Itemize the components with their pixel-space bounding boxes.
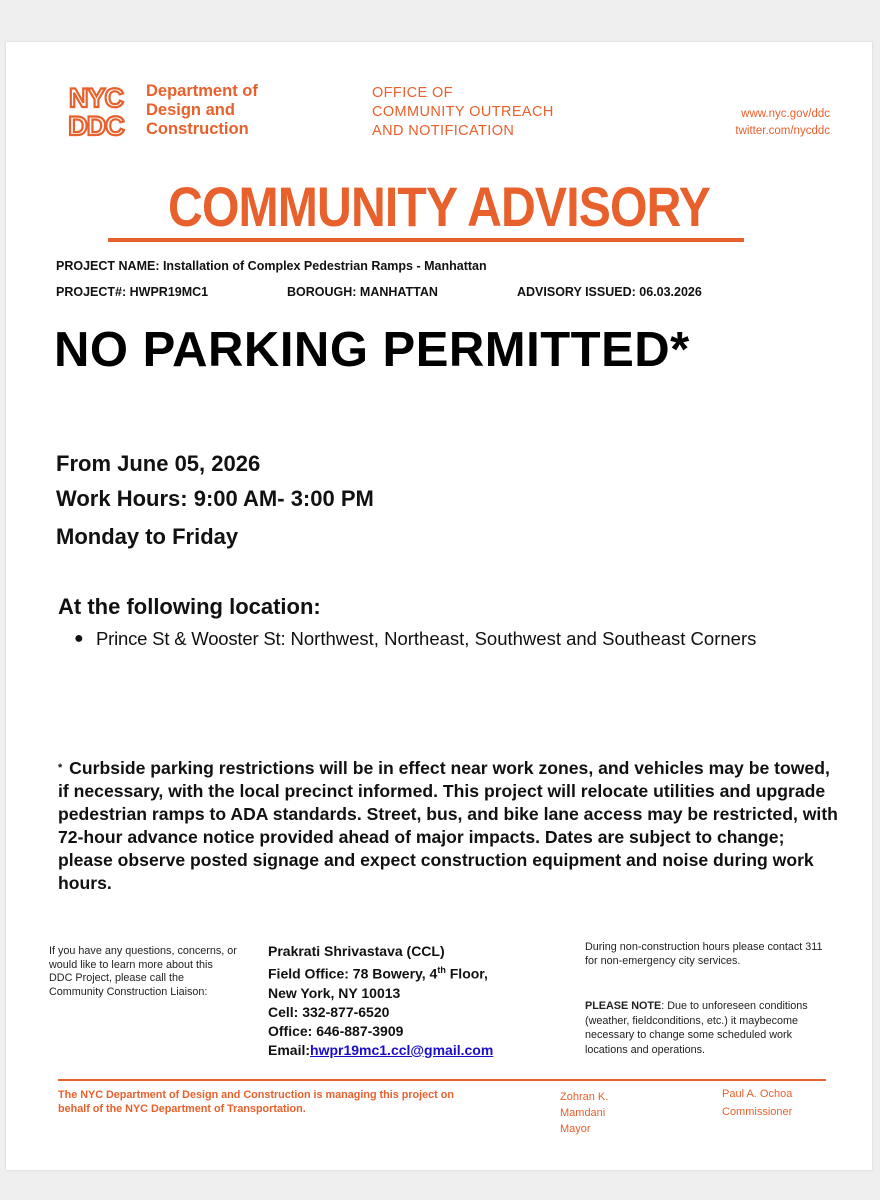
- footer-divider: [58, 1079, 826, 1081]
- location-street: Prince St & Wooster St:: [96, 628, 286, 649]
- please-note: PLEASE NOTE: Due to unforeseen conditions (weather, fieldconditions, etc.) it maybecome necessary to change some scheduled work locations and operations.: [585, 1000, 808, 1056]
- notice-text: Curbside parking restrictions will be in effect near work zones, and vehicles may be towed, if necessary, with the local precinct informed. This project will relocate utilities and upgrade pedestrian ramps to ADA standards. Street, bus, and bike lane access may be restricted, with 72-hour advance notice provided ahead of major impacts. Dates are subject to change; please observe posted signage and expect construction equipment and noise during work hours.: [58, 758, 838, 893]
- svg-text:DDC: DDC: [68, 111, 124, 138]
- non-construction-text: During non-construction hours please contact 311 for non-emergency city services.: [585, 941, 823, 967]
- email-link[interactable]: hwpr19mc1.ccl@gmail.com: [310, 1041, 494, 1058]
- bullet-icon: ●: [74, 630, 84, 647]
- commissioner-block: Paul A. Ochoa Commissioner: [722, 1088, 793, 1118]
- office-name: OFFICE OF COMMUNITY OUTREACH AND NOTIFICATION: [372, 85, 554, 139]
- contact-city: New York, NY 10013: [268, 984, 401, 1001]
- schedule-hours: Work Hours: 9:00 AM- 3:00 PM: [56, 486, 374, 511]
- mayor-block: Zohran K. Mamdani Mayor: [560, 1091, 609, 1135]
- nyc-ddc-logo: [56, 82, 136, 138]
- project-name: PROJECT NAME: Installation of Complex Pedestrian Ramps - Manhattan: [56, 259, 487, 273]
- borough: BOROUGH: MANHATTAN: [287, 285, 438, 299]
- advisory-title: COMMUNITY ADVISORY: [168, 175, 710, 238]
- header-links: [735, 106, 830, 140]
- location-item: [74, 626, 834, 652]
- no-parking-headline: NO PARKING PERMITTED*: [54, 323, 690, 377]
- managing-statement: The NYC Department of Design and Construction is managing this project on behalf of the NYC Department of Transportation.: [58, 1089, 454, 1115]
- title-underline: [108, 238, 744, 242]
- contact-cell: Cell: 332-877-6520: [268, 1003, 390, 1020]
- advisory-page: [6, 42, 872, 1170]
- questions-text: If you have any questions, concerns, or would like to learn more about this DDC Project, please call the Community Construction Liaison:: [49, 945, 237, 998]
- location-detail: Northwest, Northeast, Southwest and Southeast Corners: [285, 628, 757, 649]
- field-office: Field Office: 78 Bowery, 4th Floor,: [268, 965, 488, 982]
- website-link[interactable]: www.nyc.gov/ddc: [741, 108, 830, 120]
- department-name: Department of Design and Construction: [146, 82, 258, 138]
- contact-office: Office: 646-887-3909: [268, 1022, 404, 1039]
- contact-block: [268, 942, 493, 1060]
- contact-email-row: Email:hwpr19mc1.ccl@gmail.com: [268, 1041, 494, 1058]
- project-number: PROJECT#: HWPR19MC1: [56, 285, 209, 299]
- notice-star: *: [58, 762, 63, 774]
- parking-notice: [58, 757, 843, 895]
- location-heading: At the following location:: [58, 594, 321, 619]
- twitter-link[interactable]: twitter.com/nycddc: [735, 125, 830, 137]
- schedule-days: Monday to Friday: [56, 524, 239, 549]
- advisory-issued: ADVISORY ISSUED: 06.03.2026: [517, 285, 702, 299]
- contact-name: Prakrati Shrivastava (CCL): [268, 943, 445, 959]
- svg-text:NYC: NYC: [68, 83, 124, 113]
- schedule-from: From June 05, 2026: [56, 451, 261, 476]
